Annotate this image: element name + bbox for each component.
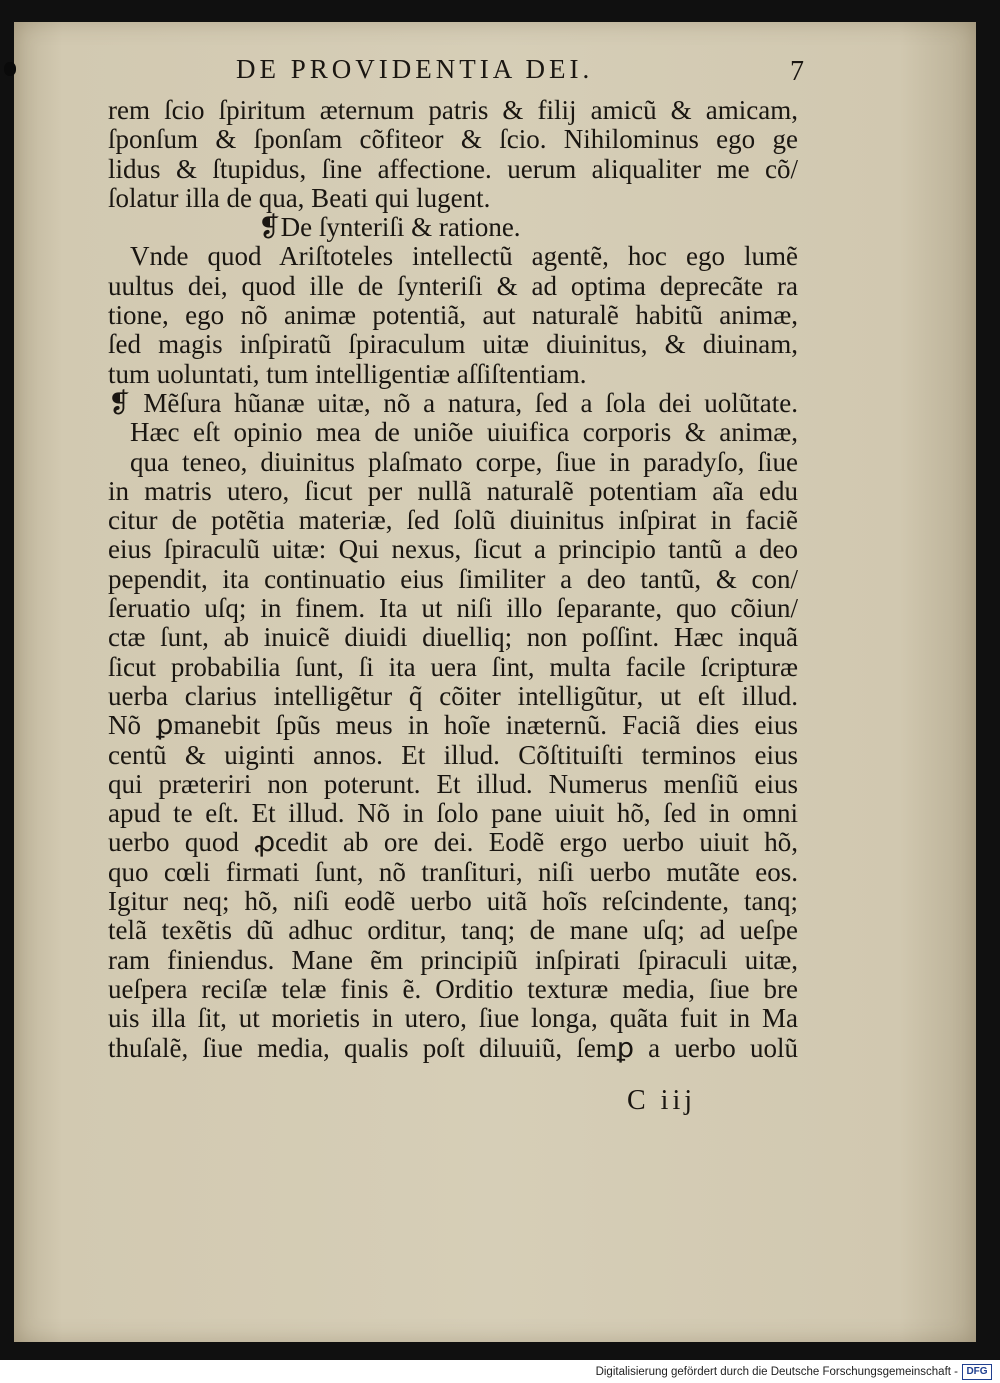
text-line: uerbo quod ꝓcedit ab ore dei. Eodẽ ergo uerbo uiuit hõ, bbox=[108, 828, 798, 858]
text-line: Nõ ꝑmanebit ſpũs meus in hoĩe inæternũ. Faciã dies eius bbox=[108, 711, 798, 741]
text-line: lidus & ſtupidus, ſine affectione. uerum aliqualiter me cõ/ bbox=[108, 154, 798, 184]
text-line: apud te eſt. Et illud. Nõ in ſolo pane uiuit hõ, ſed in omni bbox=[108, 799, 798, 829]
text-line: eius ſpiraculũ uitæ: Qui nexus, ſicut a principio tantũ a deo bbox=[108, 535, 798, 565]
text-line: qui præteriri non poterunt. Et illud. Numerus menſiũ eius bbox=[108, 769, 798, 799]
text-line: ſicut probabilia ſunt, ſi ita uera ſint, multa facile ſcripturæ bbox=[108, 652, 798, 682]
section-heading: ❡De ſynteriſi & ratione. bbox=[258, 213, 521, 243]
text-line: ſeruatio uſq; in finem. Ita ut niſi illo ſeparante, quo cõiun/ bbox=[108, 594, 798, 624]
text-block bbox=[108, 96, 798, 1063]
text-line: rem ſcio ſpiritum æternum patris & filij amicũ & amicam, bbox=[108, 96, 798, 125]
text-line: ctæ ſunt, ab inuicẽ diuidi diuelliq; non poſſint. Hæc inquã bbox=[108, 623, 798, 653]
text-line: uultus dei, quod ille de ſynteriſi & ad optima deprecãte ra bbox=[108, 271, 798, 301]
text-line: ſolatur illa de qua, Beati qui lugent. bbox=[108, 183, 491, 213]
text-line: tum uoluntati, tum intelligentiæ aſſiſtentiam. bbox=[108, 359, 587, 389]
signature-mark: C iij bbox=[627, 1085, 697, 1116]
text-line: quo cœli firmati ſunt, nõ tranſituri, niſi uerbo mutãte eos. bbox=[108, 857, 798, 887]
section-heading: ❡ Mẽſura hũanæ uitæ, nõ a natura, ſed a ſola dei uolũtate. bbox=[108, 388, 798, 418]
text-line: ſed magis inſpiratũ ſpiraculum uitæ diuinitus, & diuinam, bbox=[108, 330, 798, 360]
text-line: ram finiendus. Mane ẽm principiũ inſpirati ſpiraculi uitæ, bbox=[108, 945, 798, 975]
text-line: ſponſum & ſponſam cõfiteor & ſcio. Nihilominus ego ge bbox=[108, 125, 798, 155]
text-line: Vnde quod Ariſtoteles intellectũ agentẽ, hoc ego lumẽ bbox=[130, 242, 798, 272]
dfg-logo[interactable]: DFG bbox=[962, 1364, 992, 1380]
ink-blot bbox=[4, 62, 16, 76]
text-line: thuſalẽ, ſiue media, qualis poſt diluuiũ, ſemꝑ a uerbo uolũ bbox=[108, 1033, 798, 1063]
text-line: in matris utero, ſicut per nullã naturalẽ potentiam aĩa edu bbox=[108, 476, 798, 506]
text-line: uerba clarius intelligẽtur q̃ cõiter intelligũtur, ut eſt illud. bbox=[108, 681, 798, 711]
text-line: qua teneo, diuinitus plaſmato corpe, ſiue in paradyſo, ſiue bbox=[130, 447, 798, 477]
text-line: uis illa ſit, ut morietis in utero, ſiue longa, quãta fuit in Ma bbox=[108, 1004, 798, 1034]
text-line: Igitur neq; hõ, niſi eodẽ uerbo uitã hoĩs reſcindente, tanq; bbox=[108, 887, 798, 917]
folio-number: 7 bbox=[790, 56, 804, 87]
text-line: telã texẽtis dũ adhuc orditur, tanq; de mane uſq; ad ueſpe bbox=[108, 916, 798, 946]
text-line: citur de potẽtia materiæ, ſed ſolũ diuinitus inſpirat in faciẽ bbox=[108, 506, 798, 536]
running-head: DE PROVIDENTIA DEI. bbox=[236, 54, 594, 84]
text-line: tione, ego nõ animæ potentiã, aut naturalẽ habitũ animæ, bbox=[108, 301, 798, 331]
text-line: ueſpera reciſæ telæ finis ẽ. Orditio texturæ media, ſiue bre bbox=[108, 974, 798, 1004]
text-line: Hæc eſt opinio mea de uniõe uiuifica corporis & animæ, bbox=[130, 418, 798, 448]
funding-credit: Digitalisierung gefördert durch die Deutsche Forschungsgemeinschaft - bbox=[595, 1366, 958, 1378]
text-line: centũ & uiginti annos. Et illud. Cõſtituiſti terminos eius bbox=[108, 740, 798, 770]
text-line: pependit, ita continuatio eius ſimiliter a deo tantũ, & con/ bbox=[108, 564, 798, 594]
